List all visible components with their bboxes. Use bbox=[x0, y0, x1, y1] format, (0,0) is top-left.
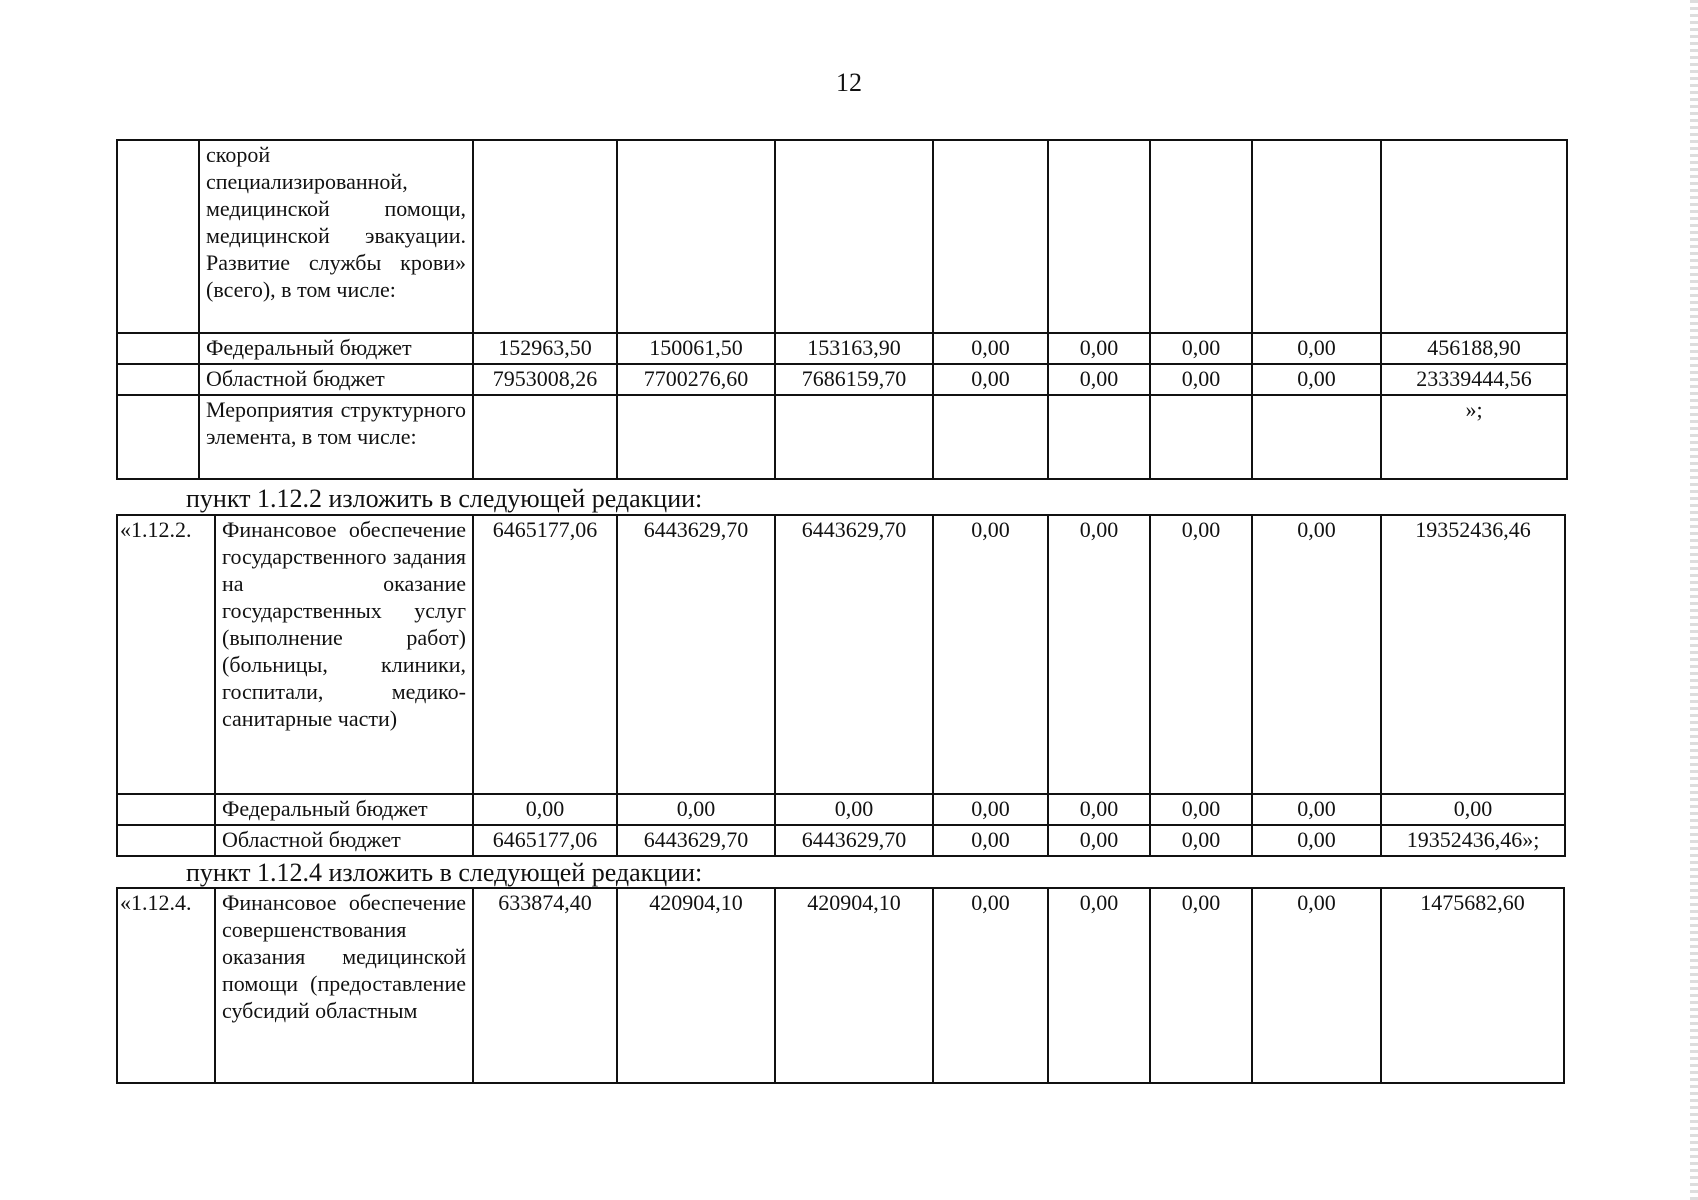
value-cell: 0,00 bbox=[1150, 794, 1252, 825]
value-cell: 0,00 bbox=[933, 794, 1048, 825]
value-cell: 0,00 bbox=[473, 794, 617, 825]
row-label: Областной бюджет bbox=[215, 825, 473, 856]
value-cell: 7700276,60 bbox=[617, 364, 775, 395]
table-row bbox=[117, 794, 1565, 825]
value-cell: 0,00 bbox=[933, 825, 1048, 856]
item-number: «1.12.2. bbox=[117, 515, 215, 794]
total-cell: 1475682,60 bbox=[1381, 888, 1564, 1083]
value-cell: 0,00 bbox=[1048, 515, 1150, 794]
item-description: Финансовое обеспечение совершенствования оказания медицинской помощи (предоставление субсидий областным bbox=[215, 888, 473, 1083]
value-cell: 0,00 bbox=[1048, 825, 1150, 856]
table-row bbox=[117, 888, 1564, 1083]
item-description: Финансовое обеспечение государственного задания на оказание государственных услуг (выполнение работ) (больницы, клиники, госпитали, медико-санитарные части) bbox=[215, 515, 473, 794]
value-cell: 0,00 bbox=[775, 794, 933, 825]
value-cell: 0,00 bbox=[933, 515, 1048, 794]
row-label: Областной бюджет bbox=[199, 364, 473, 395]
total-cell: 19352436,46 bbox=[1381, 515, 1565, 794]
value-cell: 420904,10 bbox=[617, 888, 775, 1083]
amendment-caption: пункт 1.12.4 изложить в следующей редакции: bbox=[186, 858, 703, 887]
value-cell: 6465177,06 bbox=[473, 515, 617, 794]
table-row bbox=[117, 515, 1565, 794]
table-row bbox=[117, 825, 1565, 856]
value-cell: 0,00 bbox=[933, 333, 1048, 364]
value-cell: 6443629,70 bbox=[775, 825, 933, 856]
row-number-cell bbox=[117, 140, 199, 333]
value-cell: 0,00 bbox=[1048, 364, 1150, 395]
value-cell: 0,00 bbox=[933, 364, 1048, 395]
value-cell: 6443629,70 bbox=[775, 515, 933, 794]
value-cell: 7686159,70 bbox=[775, 364, 933, 395]
value-cell: 6443629,70 bbox=[617, 515, 775, 794]
budget-table-1-12-2 bbox=[116, 514, 1566, 857]
item-number: «1.12.4. bbox=[117, 888, 215, 1083]
total-cell: 456188,90 bbox=[1381, 333, 1567, 364]
value-cell: 0,00 bbox=[1150, 364, 1252, 395]
table-row bbox=[117, 140, 1567, 333]
value-cell: 7953008,26 bbox=[473, 364, 617, 395]
total-cell: 0,00 bbox=[1381, 794, 1565, 825]
value-cell: 420904,10 bbox=[775, 888, 933, 1083]
value-cell: 6443629,70 bbox=[617, 825, 775, 856]
value-cell: 0,00 bbox=[1150, 825, 1252, 856]
value-cell: 0,00 bbox=[1150, 333, 1252, 364]
value-cell: 0,00 bbox=[1150, 515, 1252, 794]
value-cell: 153163,90 bbox=[775, 333, 933, 364]
row-label: Федеральный бюджет bbox=[215, 794, 473, 825]
total-cell: 19352436,46»; bbox=[1381, 825, 1565, 856]
page-number: 12 bbox=[836, 68, 862, 97]
value-cell: 0,00 bbox=[1252, 794, 1381, 825]
value-cell: 0,00 bbox=[1048, 888, 1150, 1083]
value-cell: 0,00 bbox=[1048, 794, 1150, 825]
table-row bbox=[117, 333, 1567, 364]
row-label: Мероприятия структурного элемента, в том числе: bbox=[199, 395, 473, 479]
value-cell: 0,00 bbox=[1252, 333, 1381, 364]
budget-table-1-12-4 bbox=[116, 887, 1565, 1084]
amendment-caption: пункт 1.12.2 изложить в следующей редакции: bbox=[186, 484, 703, 513]
value-cell: 0,00 bbox=[1252, 825, 1381, 856]
value-cell: 0,00 bbox=[1048, 333, 1150, 364]
value-cell: 0,00 bbox=[1150, 888, 1252, 1083]
value-cell: 0,00 bbox=[617, 794, 775, 825]
table-row bbox=[117, 395, 1567, 479]
budget-table-continuation bbox=[116, 139, 1568, 480]
value-cell: 0,00 bbox=[1252, 888, 1381, 1083]
value-cell: 152963,50 bbox=[473, 333, 617, 364]
value-cell: 150061,50 bbox=[617, 333, 775, 364]
closing-quote: »; bbox=[1381, 395, 1567, 479]
value-cell: 0,00 bbox=[1252, 364, 1381, 395]
item-description: скорой специализированной, медицинской помощи, медицинской эвакуации. Развитие службы крови» (всего), в том числе: bbox=[199, 140, 473, 333]
value-cell: 6465177,06 bbox=[473, 825, 617, 856]
value-cell: 0,00 bbox=[933, 888, 1048, 1083]
table-row bbox=[117, 364, 1567, 395]
row-label: Федеральный бюджет bbox=[199, 333, 473, 364]
scan-edge bbox=[1690, 0, 1698, 1200]
total-cell: 23339444,56 bbox=[1381, 364, 1567, 395]
value-cell: 633874,40 bbox=[473, 888, 617, 1083]
value-cell: 0,00 bbox=[1252, 515, 1381, 794]
